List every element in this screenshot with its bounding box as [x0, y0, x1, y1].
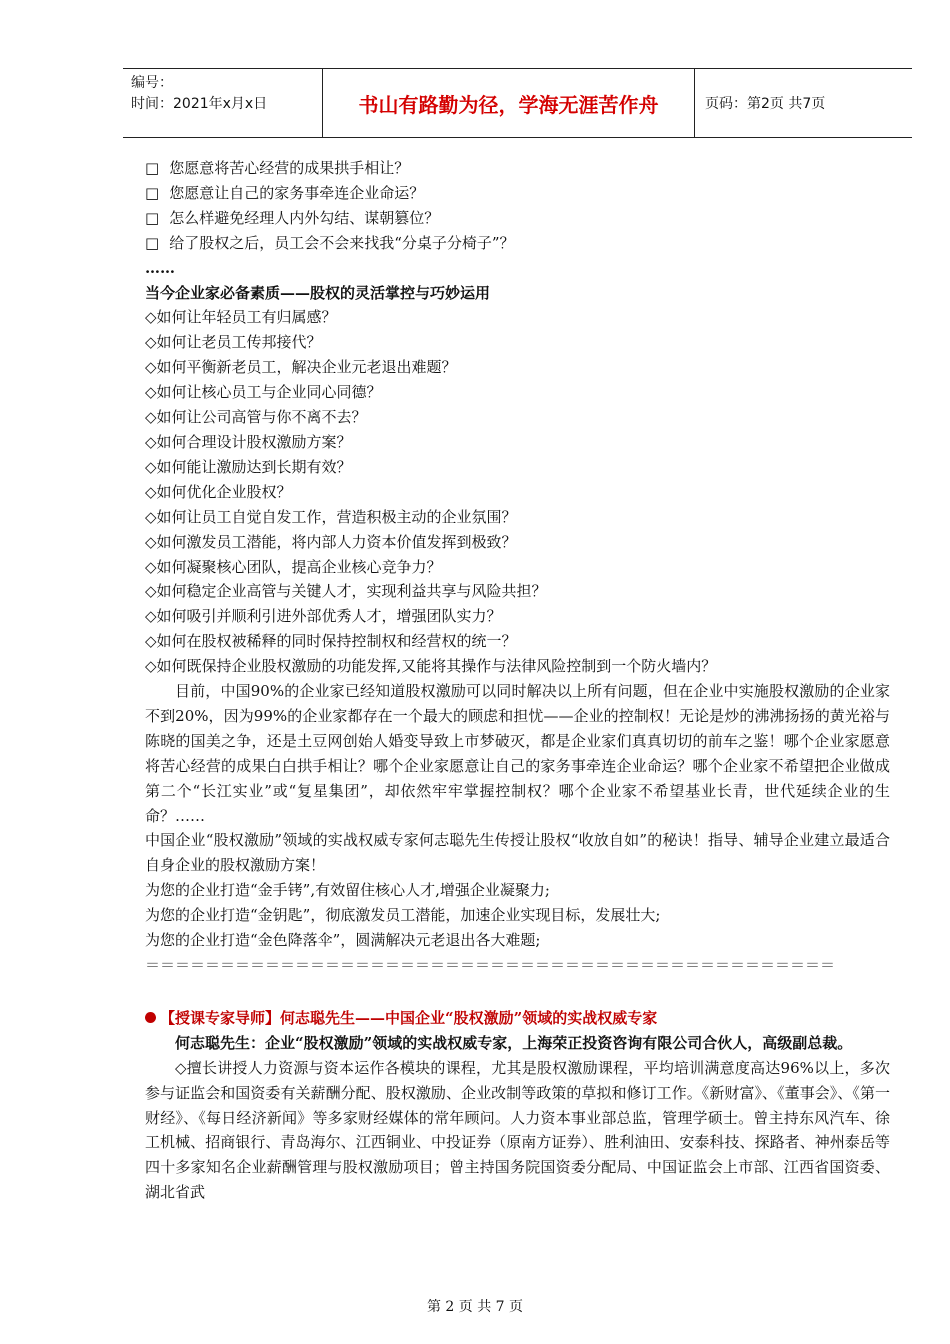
question-item: ◇如何在股权被稀释的同时保持控制权和经营权的统一？ — [145, 632, 517, 651]
question-item: ◇如何让员工自觉自发工作，营造积极主动的企业氛围？ — [145, 507, 517, 526]
ellipsis: …… — [145, 258, 175, 277]
question-item: ◇如何让年轻员工有归属感？ — [145, 308, 337, 327]
golden-line: 为您的企业打造“金手铐”,有效留住核心人才,增强企业凝聚力; — [145, 881, 550, 900]
question-item: ◇如何既保持企业股权激励的功能发挥,又能将其操作与法律风险控制到一个防火墙内？ — [145, 657, 717, 676]
question-item: ◇如何让老员工传邦接代？ — [145, 333, 322, 352]
page-header — [123, 68, 912, 138]
question-item: ◇如何凝聚核心团队，提高企业核心竞争力？ — [145, 557, 442, 576]
section-heading: 当今企业家必备素质——股权的灵活掌控与巧妙运用 — [145, 283, 491, 302]
golden-line: 为您的企业打造“金钥匙”，彻底激发员工潜能，加速企业实现目标，发展壮大; — [145, 906, 661, 925]
header-meta — [123, 69, 323, 137]
question-item: ◇如何平衡新老员工，解决企业元老退出难题？ — [145, 358, 457, 377]
time-label: 时间：2021年x月x日 — [131, 96, 268, 112]
question-item: ◇如何能让激励达到长期有效？ — [145, 457, 352, 476]
question-item: ◇如何让公司高管与你不离不去？ — [145, 408, 367, 427]
expert-bio: ◇擅长讲授人力资源与资本运作各模块的课程，尤其是股权激励课程，平均培训满意度高达96%以上，多次参与证监会和国资委有关薪酬分配、股权激励、企业改制等政策的草拟和修订工作。《新财富》、《董事会》、《第一财经》、《每日经济新闻》等多家财经媒体的常年顾问。人力资本事业部总监，管理学硕士。曾主持东风汽车、徐工机械、招商银行、青岛海尔、江西铜业、中投证券（原南方证券）、胜利油田、安泰科技、探路者、神州泰岳等四十多家知名企业薪酬管理与股权激励项目；曾主持国务院国资委分配局、中国证监会上市部、江西省国资委、湖北省武 — [145, 1058, 890, 1202]
checkbox-item: □ 怎么样避免经理人内外勾结、谋朝篡位？ — [145, 206, 890, 231]
separator-line: ＝＝＝＝＝＝＝＝＝＝＝＝＝＝＝＝＝＝＝＝＝＝＝＝＝＝＝＝＝＝＝＝＝＝＝＝＝＝＝＝＝＝＝＝＝＝ — [145, 956, 836, 974]
checkbox-item: □ 给了股权之后，员工会不会来找我“分桌子分椅子”？ — [145, 231, 890, 256]
question-item: ◇如何激发员工潜能，将内部人力资本价值发挥到极致？ — [145, 532, 517, 551]
question-item: ◇如何吸引并顺利引进外部优秀人才，增强团队实力？ — [145, 607, 502, 626]
question-item: ◇如何合理设计股权激励方案？ — [145, 432, 352, 451]
expert-intro: 何志聪先生：企业“股权激励”领域的实战权威专家，上海荣正投资咨询有限公司合伙人，高级副总裁。 — [175, 1033, 853, 1052]
expert-paragraph: 中国企业“股权激励”领域的实战权威专家何志聪先生传授让股权“收放自如”的秘诀！指导、辅导企业建立最适合自身企业的股权激励方案！ — [145, 831, 890, 875]
expert-title: 【授课专家导师】何志聪先生——中国企业“股权激励”领域的实战权威专家 — [160, 1008, 658, 1027]
checkbox-item: □ 您愿意让自己的家务事牵连企业命运？ — [145, 181, 890, 206]
number-label: 编号： — [131, 75, 173, 91]
checkbox-item: □ 您愿意将苦心经营的成果拱手相让？ — [145, 156, 890, 181]
question-item: ◇如何让核心员工与企业同心同德？ — [145, 383, 382, 402]
question-item: ◇如何优化企业股权？ — [145, 482, 292, 501]
header-page-info: 页码：第2页 共7页 — [705, 96, 826, 112]
document-body — [145, 156, 890, 1205]
main-paragraph: 目前，中国90%的企业家已经知道股权激励可以同时解决以上所有问题，但在企业中实施股权激励的企业家不到20%，因为99%的企业家都存在一个最大的顾虑和担忧——企业的控制权！无论是炒的沸沸扬扬的黄光裕与陈晓的国美之争，还是土豆网创始人婚变导致上市梦破灭，都是企业家们真真切切的前车之鉴！哪个企业家愿意将苦心经营的成果白白拱手相让？哪个企业家愿意让自己的家务事牵连企业命运？哪个企业家不希望把企业做成第二个“长江实业”或“复星集团”，却依然牢牢掌握控制权？哪个企业家不希望基业长青，世代延续企业的生命？…… — [145, 682, 890, 825]
spacer — [145, 978, 890, 1006]
bullet-icon — [145, 1012, 156, 1023]
page-footer: 第 2 页 共 7 页 — [426, 1299, 524, 1315]
header-motto: 书山有路勤为径，学海无涯苦作舟 — [323, 69, 695, 137]
golden-line: 为您的企业打造“金色降落伞”，圆满解决元老退出各大难题; — [145, 931, 541, 950]
question-item: ◇如何稳定企业高管与关键人才，实现利益共享与风险共担？ — [145, 582, 547, 601]
